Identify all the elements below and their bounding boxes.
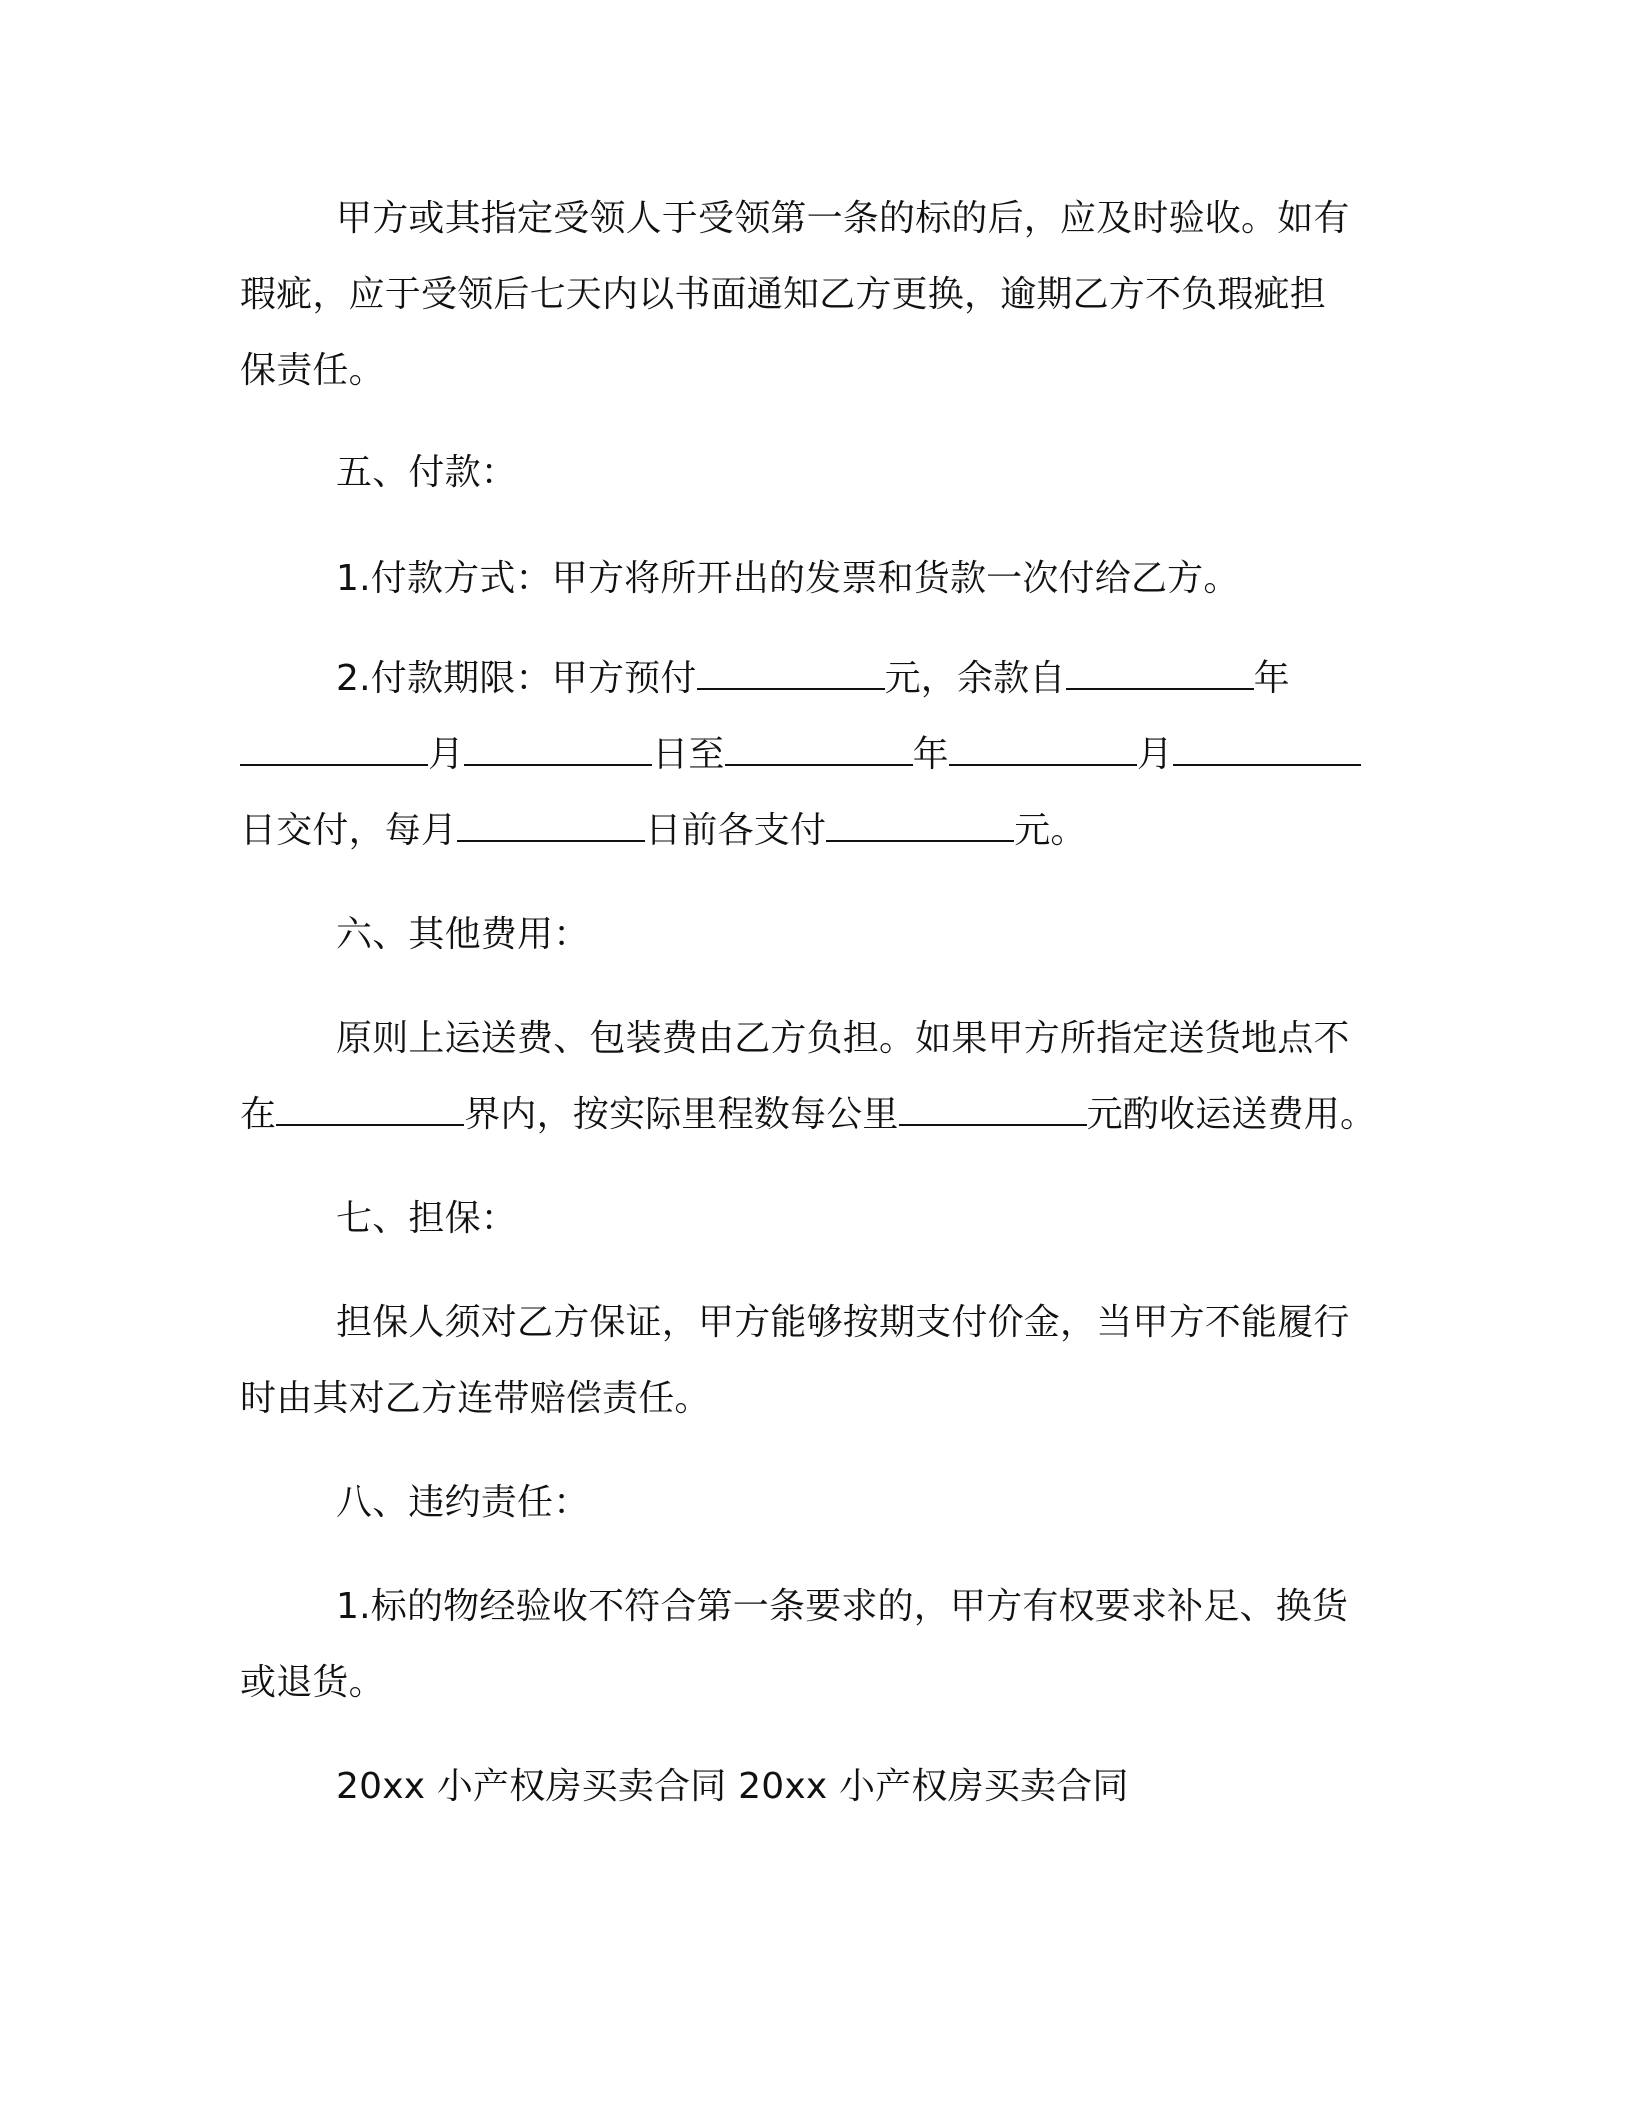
text-segment: 年 bbox=[1253, 658, 1290, 699]
section-7-line-1: 担保人须对乙方保证，甲方能够按期支付价金，当甲方不能履行 bbox=[336, 1302, 1350, 1343]
section-5-item-2-line-3 bbox=[240, 808, 1087, 854]
section-5-heading: 五、付款： bbox=[336, 452, 518, 493]
text-segment: 2.付款期限：甲方预付 bbox=[336, 658, 697, 699]
section-8-line-1: 1.标的物经验收不符合第一条要求的，甲方有权要求补足、换货 bbox=[336, 1586, 1349, 1627]
section-5-item-2-line-2 bbox=[240, 732, 1361, 778]
fill-blank bbox=[457, 810, 645, 842]
fill-blank bbox=[697, 658, 885, 690]
section-7-heading: 七、担保： bbox=[336, 1198, 518, 1239]
text-segment: 元酌收运送费用。 bbox=[1086, 1094, 1377, 1135]
text-segment: 元。 bbox=[1014, 810, 1087, 851]
text-segment: 界内，按实际里程数每公里 bbox=[464, 1094, 899, 1135]
text-segment: 在 bbox=[240, 1094, 277, 1135]
paragraph-inspection-line-3: 保责任。 bbox=[240, 350, 385, 391]
paragraph-inspection-line-2: 瑕疵，应于受领后七天内以书面通知乙方更换，逾期乙方不负瑕疵担 bbox=[240, 274, 1327, 315]
fill-blank bbox=[899, 1094, 1087, 1126]
fill-blank bbox=[826, 810, 1014, 842]
fill-blank bbox=[725, 734, 913, 766]
fill-blank bbox=[1173, 734, 1361, 766]
text-segment: 月 bbox=[428, 734, 465, 775]
section-6-line-2 bbox=[240, 1092, 1376, 1138]
text-segment: 年 bbox=[912, 734, 949, 775]
section-8-line-2: 或退货。 bbox=[240, 1662, 385, 1703]
fill-blank bbox=[464, 734, 652, 766]
footer-title: 20xx 小产权房买卖合同 20xx 小产权房买卖合同 bbox=[336, 1766, 1129, 1807]
text-segment: 元，余款自 bbox=[884, 658, 1066, 699]
text-segment: 月 bbox=[1136, 734, 1174, 775]
section-7-line-2: 时由其对乙方连带赔偿责任。 bbox=[240, 1378, 711, 1419]
text-segment: 日至 bbox=[652, 734, 725, 775]
section-5-item-1: 1.付款方式：甲方将所开出的发票和货款一次付给乙方。 bbox=[336, 558, 1240, 599]
text-segment: 日前各支付 bbox=[645, 810, 827, 851]
section-8-heading: 八、违约责任： bbox=[336, 1482, 590, 1523]
paragraph-inspection-line-1: 甲方或其指定受领人于受领第一条的标的后，应及时验收。如有 bbox=[336, 198, 1350, 239]
section-6-line-1: 原则上运送费、包装费由乙方负担。如果甲方所指定送货地点不 bbox=[336, 1018, 1350, 1059]
fill-blank bbox=[276, 1094, 464, 1126]
section-6-heading: 六、其他费用： bbox=[336, 914, 590, 955]
fill-blank bbox=[949, 734, 1137, 766]
section-5-item-2-line-1 bbox=[336, 656, 1290, 702]
fill-blank bbox=[1066, 658, 1254, 690]
text-segment: 日交付，每月 bbox=[240, 810, 458, 851]
fill-blank bbox=[240, 734, 428, 766]
